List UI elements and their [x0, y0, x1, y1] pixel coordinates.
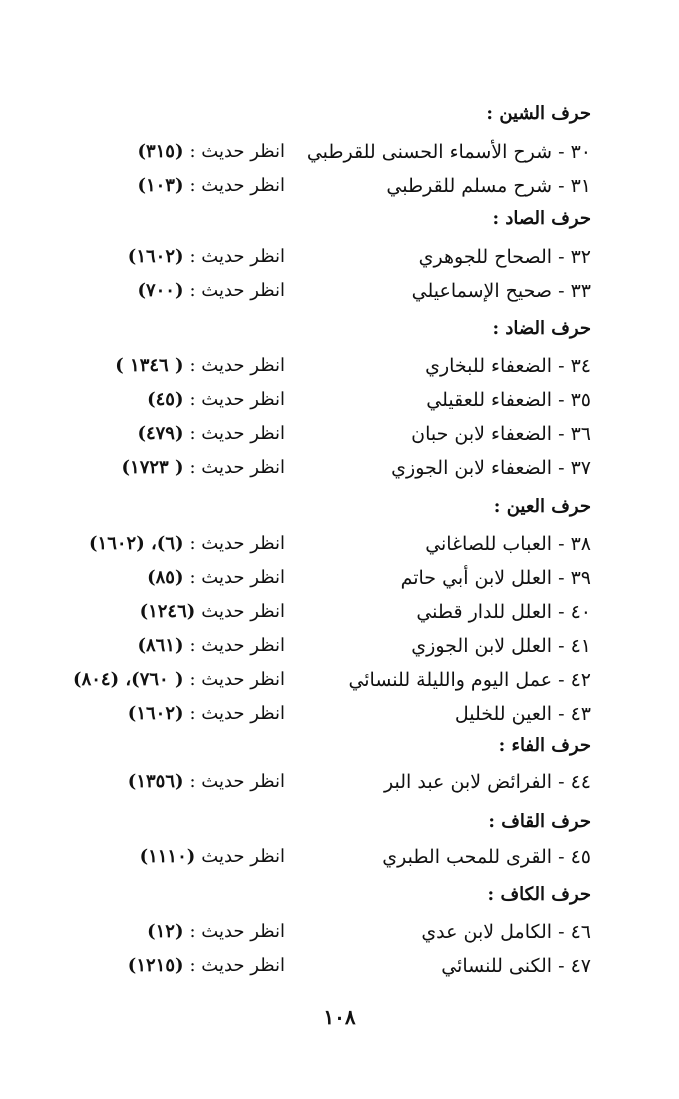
- reference-number: (٣١٥): [137, 141, 184, 162]
- reference-label: انظر حديث :: [189, 355, 285, 376]
- entry-title: ٤٧ - الكنى للنسائي: [441, 955, 591, 977]
- reference-label: انظر حديث :: [189, 921, 285, 942]
- reference-label: انظر حديث :: [189, 635, 285, 656]
- section-heading: حرف الضاد :: [492, 318, 591, 339]
- entry-title: ٤٤ - الفرائض لابن عبد البر: [384, 771, 591, 793]
- entry-title: ٣٥ - الضعفاء للعقيلي: [426, 389, 591, 411]
- entry-reference: [40, 697, 285, 731]
- reference-label: انظر حديث :: [189, 567, 285, 588]
- entry-reference: [40, 274, 285, 308]
- entry-reference: [40, 349, 285, 383]
- entry-title: ٣٢ - الصحاح للجوهري: [418, 246, 591, 268]
- entry-title: ٣٧ - الضعفاء لابن الجوزي: [391, 457, 591, 479]
- reference-number: (١٢): [147, 921, 184, 942]
- reference-label: انظر حديث :: [189, 280, 285, 301]
- entry-reference: [40, 595, 285, 629]
- entry-title: ٣١ - شرح مسلم للقرطبي: [386, 175, 591, 197]
- reference-number: (٨٦١): [137, 635, 184, 656]
- entry-reference: [40, 840, 285, 874]
- entry-title: ٤١ - العلل لابن الجوزي: [411, 635, 591, 657]
- section-heading: حرف الصاد :: [492, 208, 591, 229]
- entry-reference: [40, 949, 285, 983]
- section-heading: حرف العين :: [493, 496, 591, 517]
- reference-label: انظر حديث :: [189, 669, 285, 690]
- section-heading: حرف الفاء :: [498, 735, 591, 756]
- section-heading: حرف الكاف :: [487, 884, 591, 905]
- reference-number: (٧٠٠): [137, 280, 184, 301]
- reference-number: ( ١٣٤٦ ): [115, 355, 184, 376]
- reference-label: انظر حديث :: [189, 533, 285, 554]
- reference-label: انظر حديث :: [189, 389, 285, 410]
- reference-number: (١٦٠٢): [127, 246, 184, 267]
- reference-label: انظر حديث :: [189, 141, 285, 162]
- entry-reference: [40, 417, 285, 451]
- reference-label: انظر حديث :: [189, 955, 285, 976]
- section-heading: حرف القاف :: [488, 811, 591, 832]
- entry-reference: [40, 383, 285, 417]
- reference-label: انظر حديث :: [189, 457, 285, 478]
- reference-number: (٦)، (١٦٠٢): [89, 533, 184, 554]
- entry-reference: [40, 527, 285, 561]
- entry-title: ٣٤ - الضعفاء للبخاري: [425, 355, 591, 377]
- section-heading: حرف الشين :: [486, 103, 591, 124]
- reference-number: (١٢١٥): [127, 955, 184, 976]
- entry-reference: [40, 451, 285, 485]
- reference-label: انظر حديث: [201, 601, 285, 622]
- reference-number: (٨٥): [147, 567, 184, 588]
- entry-reference: [40, 240, 285, 274]
- entry-reference: [40, 561, 285, 595]
- reference-number: (١٣٥٦): [127, 771, 184, 792]
- reference-number: (٤٥): [147, 389, 184, 410]
- entry-title: ٤٠ - العلل للدار قطني: [416, 601, 591, 623]
- entry-title: ٤٣ - العين للخليل: [454, 703, 591, 725]
- entry-reference: [40, 135, 285, 169]
- entry-title: ٣٣ - صحيح الإسماعيلي: [411, 280, 591, 302]
- entry-reference: [40, 915, 285, 949]
- reference-label: انظر حديث :: [189, 246, 285, 267]
- reference-label: انظر حديث :: [189, 423, 285, 444]
- reference-label: انظر حديث :: [189, 771, 285, 792]
- reference-number: (١٦٠٢): [127, 703, 184, 724]
- entry-title: ٤٥ - القرى للمحب الطبري: [382, 846, 591, 868]
- reference-label: انظر حديث :: [189, 175, 285, 196]
- reference-number: ( ٧٦٠)، (٨٠٤): [73, 669, 184, 690]
- reference-label: انظر حديث :: [189, 703, 285, 724]
- page-number: ١٠٨: [323, 1005, 356, 1029]
- reference-number: (١١١٠): [139, 846, 196, 867]
- entry-reference: [40, 169, 285, 203]
- reference-label: انظر حديث: [201, 846, 285, 867]
- reference-number: (١٠٣): [137, 175, 184, 196]
- entry-title: ٣٩ - العلل لابن أبي حاتم: [400, 567, 591, 589]
- entry-title: ٣٠ - شرح الأسماء الحسنى للقرطبي: [306, 141, 591, 163]
- entry-reference: [40, 629, 285, 663]
- entry-title: ٣٦ - الضعفاء لابن حبان: [411, 423, 591, 445]
- entry-reference: [20, 663, 285, 697]
- entry-reference: [40, 765, 285, 799]
- reference-number: (٤٧٩): [137, 423, 184, 444]
- entry-title: ٣٨ - العباب للصاغاني: [425, 533, 591, 555]
- reference-number: (١٢٤٦): [139, 601, 196, 622]
- entry-title: ٤٦ - الكامل لابن عدي: [421, 921, 591, 943]
- entry-title: ٤٢ - عمل اليوم والليلة للنسائي: [348, 669, 591, 691]
- reference-number: ( ١٧٢٣): [121, 457, 184, 478]
